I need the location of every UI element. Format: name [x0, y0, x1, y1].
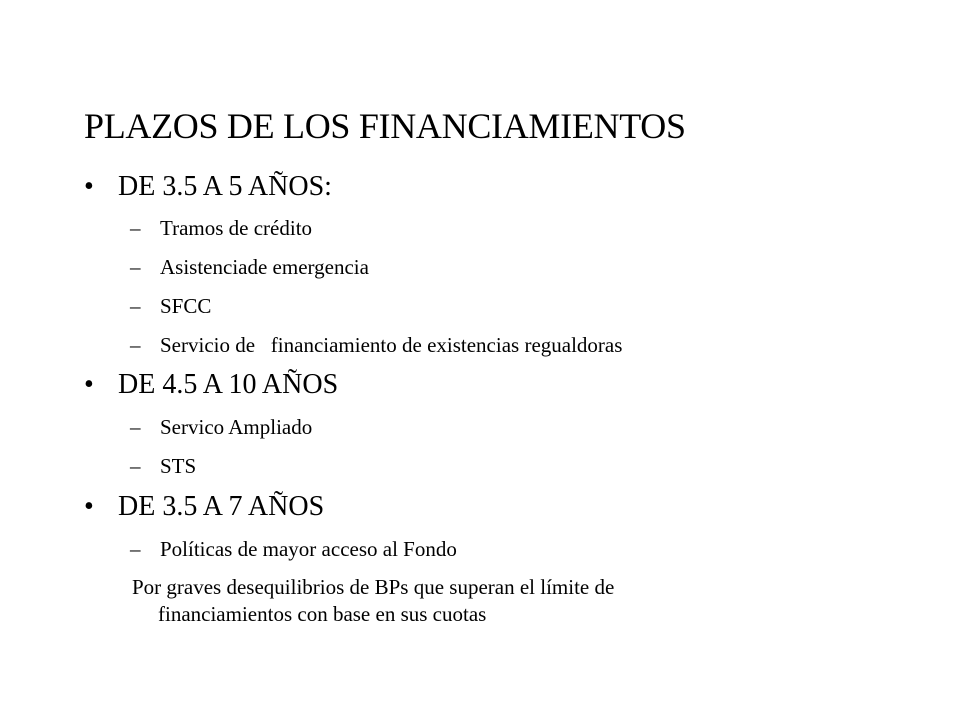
list-item: Servicio de financiamiento de existencias regualdoras	[160, 333, 623, 357]
bullet-icon: •	[84, 369, 94, 400]
dash-icon: –	[130, 415, 141, 439]
section-heading: DE 4.5 A 10 AÑOS	[118, 369, 339, 400]
note-line: Por graves desequilibrios de BPs que superan el límite de	[132, 575, 615, 599]
section-heading: DE 3.5 A 5 AÑOS:	[118, 171, 332, 202]
dash-icon: –	[130, 454, 141, 478]
note-line: financiamientos con base en sus cuotas	[158, 602, 487, 626]
dash-icon: –	[130, 537, 141, 561]
dash-icon: –	[130, 294, 141, 318]
dash-icon: –	[130, 255, 141, 279]
section-heading: DE 3.5 A 7 AÑOS	[118, 491, 325, 522]
dash-icon: –	[130, 216, 141, 240]
dash-icon: –	[130, 333, 141, 357]
list-item: Tramos de crédito	[160, 216, 313, 240]
list-item: Políticas de mayor acceso al Fondo	[160, 537, 457, 561]
note-paragraph	[132, 574, 772, 628]
list-item: SFCC	[160, 294, 212, 318]
list-item: Asistenciade emergencia	[160, 255, 369, 279]
list-item: STS	[160, 454, 197, 478]
bullet-icon: •	[84, 491, 94, 522]
bullet-icon: •	[84, 171, 94, 202]
slide-title: PLAZOS DE LOS FINANCIAMIENTOS	[84, 106, 686, 146]
list-item: Servico Ampliado	[160, 415, 313, 439]
